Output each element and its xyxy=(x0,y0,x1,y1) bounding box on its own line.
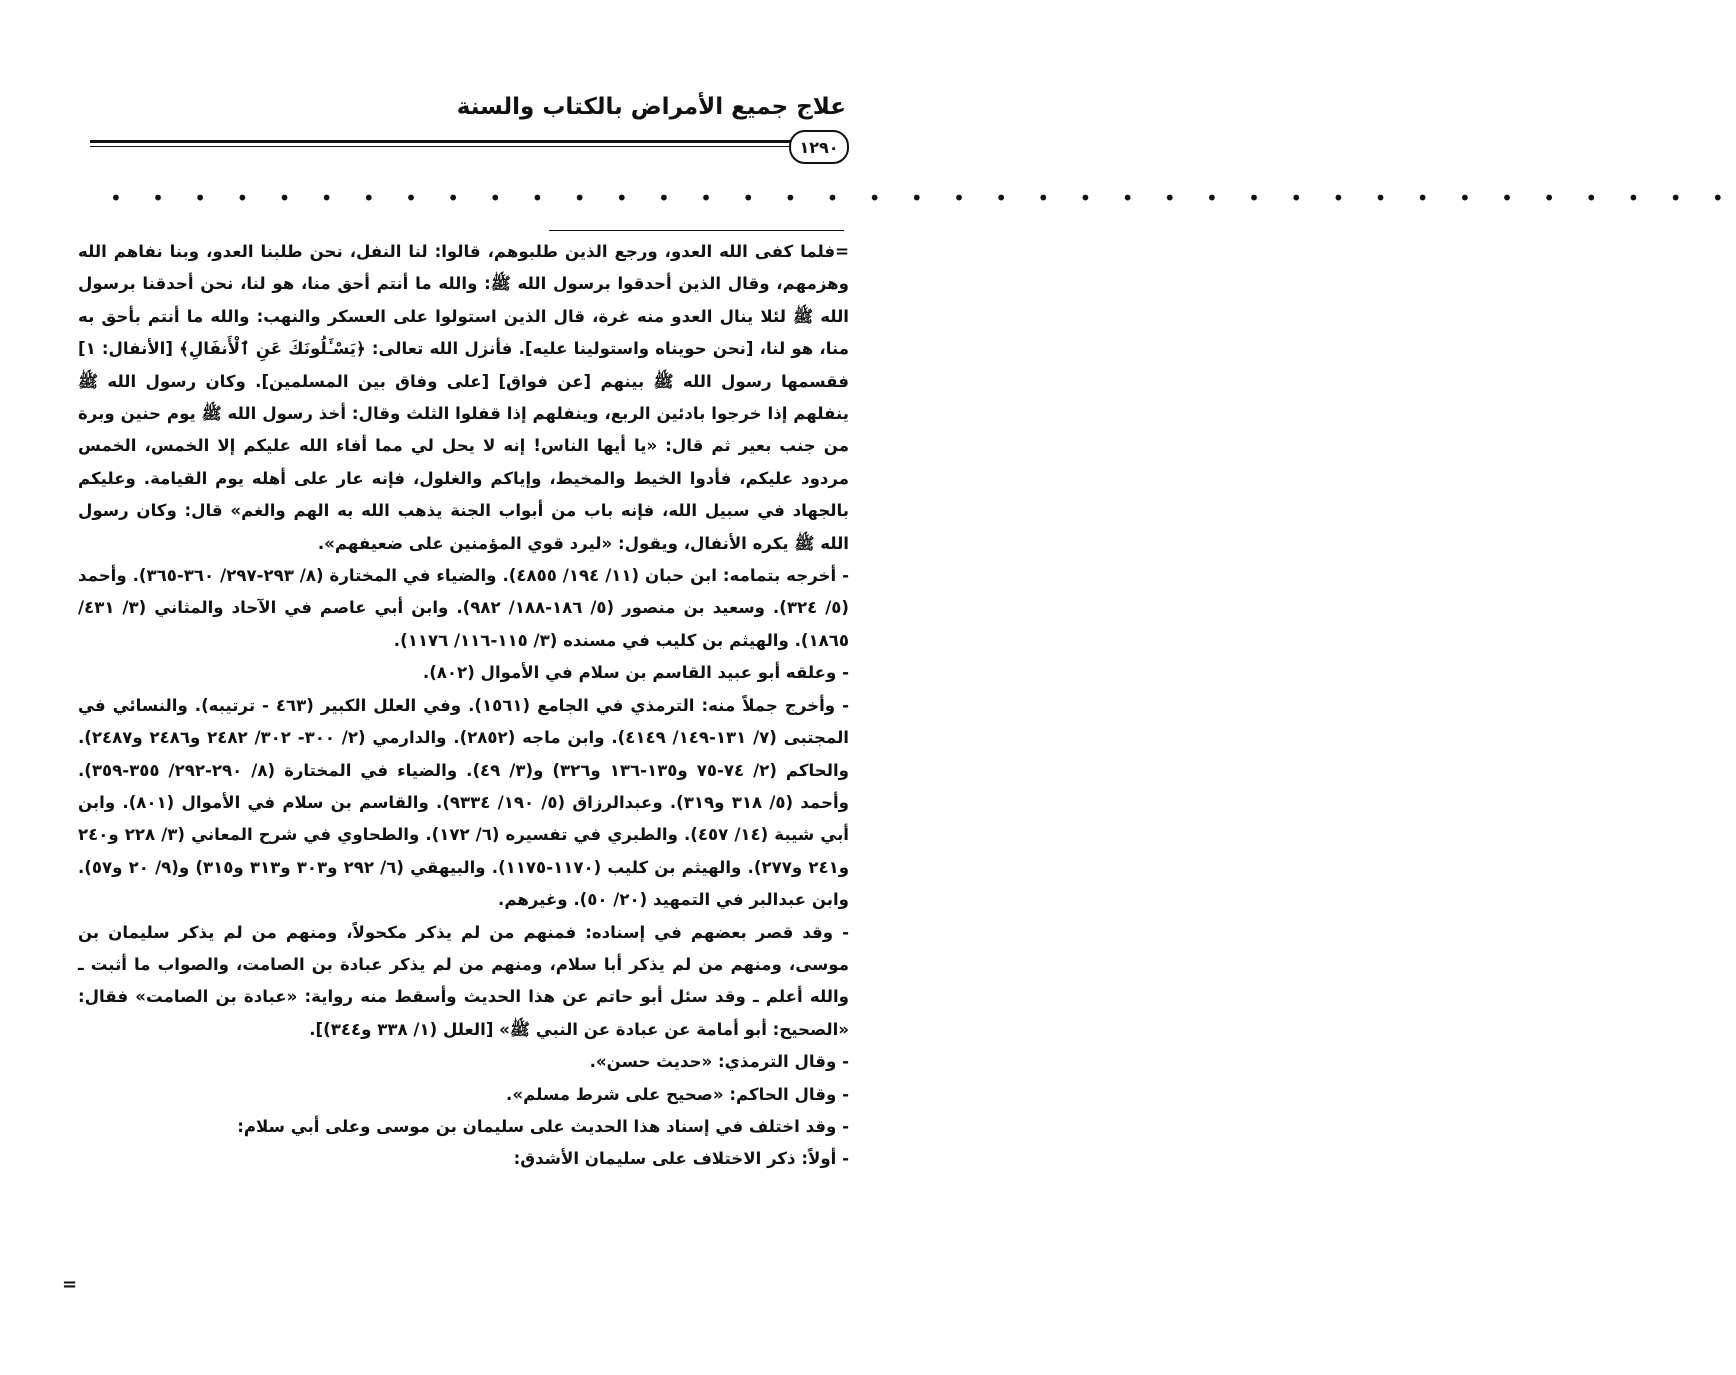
footnote-text xyxy=(78,236,849,1176)
paragraph-takhrij-partial: - وأخرج جملاً منه: الترمذي في الجامع (١٥٦١). وفي العلل الكبير (٤٦٣ - ترتيبه). والنسائي في المجتبى (٧/ ١٣١-١٤٩/ ٤١٤٩). وابن ماجه (٢٨٥٢). والدارمي (٢/ ٣٠٠- ٣٠٢/ ٢٤٨٢ و٢٤٨٦ و٢٤٨٧). والحاكم (٢/ ٧٤-٧٥ و١٣٥-١٣٦ و٣٢٦) و(٣/ ٤٩). والضياء في المختارة (٨/ ٢٩٠-٢٩٢/ ٣٥٥-٣٥٩). وأحمد (٥/ ٣١٨ و٣١٩). وعبدالرزاق (٥/ ١٩٠/ ٩٣٣٤). والقاسم بن سلام في الأموال (٨٠١). وابن أبي شيبة (١٤/ ٤٥٧). والطبري في تفسيره (٦/ ١٧٢). والطحاوي في شرح المعاني (٣/ ٢٢٨ و٢٤٠ و٢٤١ و٢٧٧). والهيثم بن كليب (١١٧٠-١١٧٥). والبيهقي (٦/ ٢٩٢ و٣٠٣ و٣١٣ و٣١٥) و(٩/ ٢٠ و٥٧). وابن عبدالبر في التمهيد (٢٠/ ٥٠). وغيرهم. xyxy=(78,695,850,910)
paragraph-tirmidhi: - وقال الترمذي: «حديث حسن». xyxy=(589,1052,849,1072)
header-rule-thin xyxy=(90,146,794,147)
footnote-rule xyxy=(549,230,844,231)
dotted-separator: • • • • • • • • • • • • • • • • • • • • • • • • • • • • • • • • • • • • • • • xyxy=(110,186,1736,210)
page-number: ١٢٩٠ xyxy=(789,130,849,164)
paragraph-hakim: - وقال الحاكم: «صحيح على شرط مسلم». xyxy=(506,1084,849,1104)
paragraph-takhrij-full: - أخرجه بتمامه: ابن حبان (١١/ ١٩٤/ ٤٨٥٥). والضياء في المختارة (٨/ ٢٩٣-٢٩٧/ ٣٦٠-٣٦٥). وأحمد (٥/ ٣٢٤). وسعيد بن منصور (٥/ ١٨٦-١٨٨/ ٩٨٢). وابن أبي عاصم في الآحاد والمثاني (٣/ ٤٣١/ ١٨٦٥). والهيثم بن كليب في مسنده (٣/ ١١٥-١١٦/ ١١٧٦). xyxy=(78,566,850,650)
book-title: علاج جميع الأمراض بالكتاب والسنة xyxy=(456,94,846,120)
paragraph-hadith: =فلما كفى الله العدو، ورجع الذين طلبوهم، قالوا: لنا النفل، نحن طلبنا العدو، وبنا نفاهم الله وهزمهم، وقال الذين أحدقوا برسول الله ﷺ: والله ما أنتم أحق منا، هو لنا، نحن أحدقنا برسول الله ﷺ لئلا ينال العدو منه غرة، قال الذين استولوا على العسكر والنهب: والله ما أنتم بأحق به منا، هو لنا، [نحن حويناه واستولينا عليه]. فأنزل الله تعالى: ﴿يَسْـَٔلُونَكَ عَنِ ٱلْأَنفَالِ﴾ [الأنفال: ١] فقسمها رسول الله ﷺ بينهم [عن فواق] [على وفاق بين المسلمين]. وكان رسول الله ﷺ ينفلهم إذا خرجوا بادئين الربع، وينفلهم إذا قفلوا الثلث وقال: أخذ رسول الله ﷺ يوم حنين وبرة من جنب بعير ثم قال: «يا أيها الناس! إنه لا يحل لي مما أفاء الله عليكم إلا الخمس، الخمس مردود عليكم، فأدوا الخيط والمخيط، وإياكم والغلول، فإنه عار على أهله يوم القيامة. وعليكم بالجهاد في سبيل الله، فإنه باب من أبواب الجنة يذهب الله به الهم والغم» قال: وكان رسول الله ﷺ يكره الأنفال، ويقول: «ليرد قوي المؤمنين على ضعيفهم». xyxy=(78,242,849,553)
header-rule xyxy=(90,140,794,143)
paragraph-awwalan: - أولاً: ذكر الاختلاف على سليمان الأشدق: xyxy=(513,1149,849,1169)
paragraph-isnad-note: - وقد قصر بعضهم في إسناده: فمنهم من لم يذكر مكحولاً، ومنهم من لم يذكر سليمان بن موسى، ومنهم من لم يذكر أبا سلام، ومنهم من لم يذكر عبادة بن الصامت، والصواب ما أثبت ـ والله أعلم ـ وقد سئل أبو حاتم عن هذا الحديث وأسقط منه رواية: «عبادة بن الصامت» فقال: «الصحيح: أبو أمامة عن عبادة عن النبي ﷺ» [العلل (١/ ٣٣٨ و٣٤٤)]. xyxy=(78,922,849,1039)
paragraph-ikhtilaf: - وقد اختلف في إسناد هذا الحديث على سليمان بن موسى وعلى أبي سلام: xyxy=(237,1116,849,1136)
paragraph-taliq: - وعلقه أبو عبيد القاسم بن سلام في الأموال (٨٠٢). xyxy=(422,663,849,683)
continuation-mark: = xyxy=(62,1274,78,1295)
